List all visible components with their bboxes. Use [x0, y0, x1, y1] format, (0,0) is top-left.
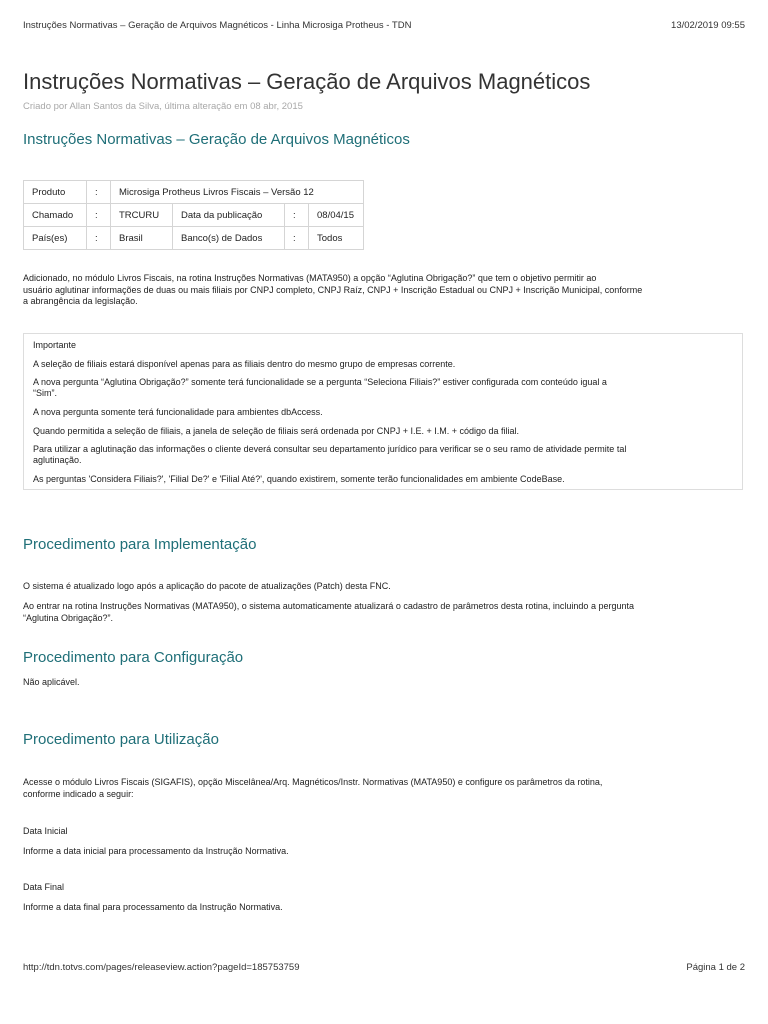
utilizacao-paragraph [23, 777, 745, 800]
param-label-data-inicial: Data Inicial [23, 826, 68, 836]
separator: : [87, 204, 111, 227]
table-row [24, 227, 364, 250]
banco-dados-label: Banco(s) de Dados [173, 227, 285, 250]
implementacao-line: Ao entrar na rotina Instruções Normativas (MATA950), o sistema automaticamente atualizará o cadastro de parâmetros desta rotina, incluindo a pergunta [23, 601, 634, 611]
table-row [24, 181, 364, 204]
paises-value: Brasil [111, 227, 173, 250]
utilizacao-line: Acesse o módulo Livros Fiscais (SIGAFIS), opção Miscelânea/Arq. Magnéticos/Instr. Normativas (MATA950) e configure os parâmetros da rotina, [23, 777, 603, 787]
important-item-line: A nova pergunta “Aglutina Obrigação?” somente terá funcionalidade se a pergunta “Seleciona Filiais?” estiver configurada com conteúdo igual a [33, 377, 607, 387]
table-row [24, 204, 364, 227]
intro-line: Adicionado, no módulo Livros Fiscais, na rotina Instruções Normativas (MATA950) a opção “Aglutina Obrigação?” que tem o objetivo permitir ao [23, 273, 597, 283]
important-item: Quando permitida a seleção de filiais, a janela de seleção de filiais será ordenada por CNPJ + I.E. + I.M. + código da filial. [33, 426, 520, 436]
important-item: As perguntas 'Considera Filiais?', 'Filial De?' e 'Filial Até?', quando existirem, somente terão funcionalidades em ambiente CodeBase. [33, 474, 565, 484]
param-label-data-final: Data Final [23, 882, 65, 892]
implementacao-paragraph: O sistema é atualizado logo após a aplicação do pacote de atualizações (Patch) desta FNC. [23, 581, 391, 591]
section-heading-implementacao: Procedimento para Implementação [23, 536, 257, 553]
param-desc-data-inicial: Informe a data inicial para processamento da Instrução Normativa. [23, 846, 289, 856]
implementacao-paragraph [23, 601, 745, 624]
data-publicacao-value: 08/04/15 [309, 204, 364, 227]
paises-label: País(es) [24, 227, 87, 250]
section-heading-configuracao: Procedimento para Configuração [23, 649, 244, 666]
important-note-box [23, 333, 743, 490]
page-title: Instruções Normativas – Geração de Arquivos Magnéticos [23, 69, 591, 94]
configuracao-paragraph: Não aplicável. [23, 677, 80, 687]
main-heading: Instruções Normativas – Geração de Arquivos Magnéticos [23, 131, 410, 148]
important-item: A nova pergunta somente terá funcionalidade para ambientes dbAccess. [33, 407, 323, 417]
page-url-link[interactable]: http://tdn.totvs.com/pages/releaseview.action?pageId=185753759 [23, 962, 300, 973]
page-number: Página 1 de 2 [686, 962, 745, 973]
info-table [23, 180, 364, 250]
important-item-line: aglutinação. [33, 455, 82, 465]
print-header-title: Instruções Normativas – Geração de Arquivos Magnéticos - Linha Microsiga Protheus - TDN [23, 20, 412, 31]
important-item-line: “Sim”. [33, 388, 57, 398]
implementacao-line: “Aglutina Obrigação?”. [23, 612, 114, 623]
param-desc-data-final: Informe a data final para processamento da Instrução Normativa. [23, 902, 283, 912]
chamado-value: TRCURU [111, 204, 173, 227]
intro-line: a abrangência da legislação. [23, 296, 138, 306]
separator: : [285, 227, 309, 250]
important-item [33, 444, 733, 466]
data-publicacao-label: Data da publicação [173, 204, 285, 227]
utilizacao-line: conforme indicado a seguir: [23, 788, 134, 799]
separator: : [87, 181, 111, 204]
separator: : [87, 227, 111, 250]
page-meta: Criado por Allan Santos da Silva, última alteração em 08 abr, 2015 [23, 101, 303, 112]
produto-label: Produto [24, 181, 87, 204]
important-item-line: Para utilizar a aglutinação das informações o cliente deverá consultar seu departamento jurídico para verificar se o seu ramo de atividade permite tal [33, 444, 627, 454]
separator: : [285, 204, 309, 227]
intro-paragraph [23, 273, 745, 308]
print-header-datetime: 13/02/2019 09:55 [671, 20, 745, 31]
chamado-label: Chamado [24, 204, 87, 227]
banco-dados-value: Todos [309, 227, 364, 250]
important-item: A seleção de filiais estará disponível apenas para as filiais dentro do mesmo grupo de empresas corrente. [33, 359, 456, 369]
produto-value: Microsiga Protheus Livros Fiscais – Versão 12 [111, 181, 364, 204]
intro-line: usuário aglutinar informações de duas ou mais filiais por CNPJ completo, CNPJ Raíz, CNPJ + Inscrição Estadual ou CNPJ + Inscrição Municipal, conforme [23, 284, 643, 295]
section-heading-utilizacao: Procedimento para Utilização [23, 731, 219, 748]
important-title: Importante [33, 340, 77, 350]
important-item [33, 377, 733, 399]
